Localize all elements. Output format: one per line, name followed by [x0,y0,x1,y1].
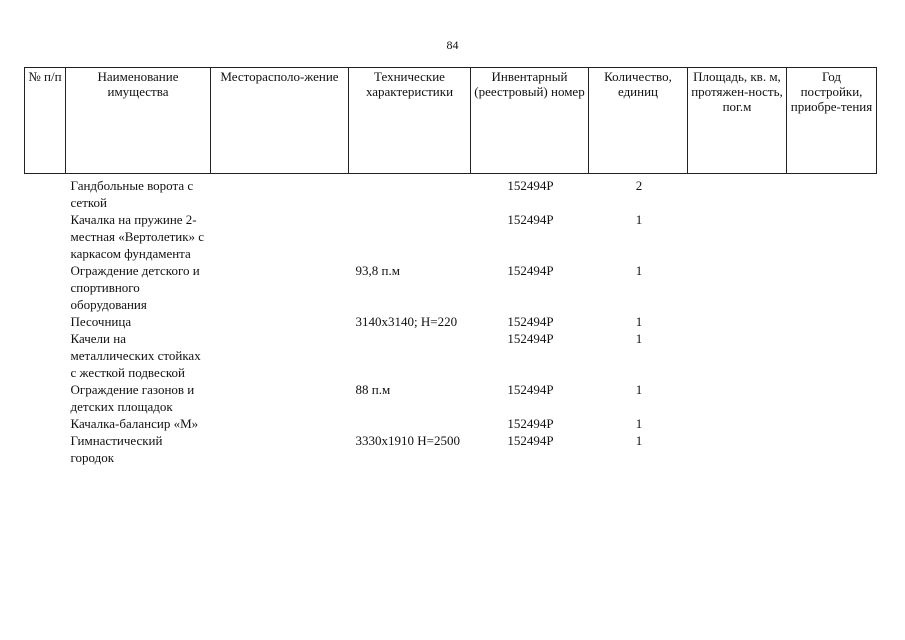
row-inventory: 152494Р [507,212,554,227]
header-quantity: Количество, единиц [589,68,688,174]
row-location [211,432,349,466]
row-number [25,381,66,415]
row-area [688,432,787,466]
row-year [787,174,877,212]
table-row [25,415,877,432]
row-year [787,432,877,466]
table-row [25,313,877,330]
row-name: Качели на металлических стойках с жесткой подвеской [70,331,201,380]
row-name: Гандбольные ворота с сеткой [70,178,194,210]
row-name: Качалка-балансир «М» [70,416,199,431]
row-inventory: 152494Р [507,433,554,448]
row-number [25,211,66,262]
page-number: 84 [446,38,459,52]
row-tech [349,415,471,432]
row-name: Ограждение газонов и детских площадок [70,382,195,414]
row-inventory: 152494Р [507,178,554,193]
row-area [688,415,787,432]
header-year: Год постройки, приобре-тения [787,68,877,174]
row-tech: 93,8 п.м [355,263,400,278]
row-number [25,174,66,212]
row-inventory: 152494Р [507,263,554,278]
row-number [25,330,66,381]
header-inventory: Инвентарный (реестровый) номер [471,68,589,174]
row-number [25,432,66,466]
row-tech: 3140х3140; Н=220 [355,314,458,329]
row-location [211,415,349,432]
row-tech: 88 п.м [355,382,391,397]
row-number [25,415,66,432]
row-area [688,381,787,415]
row-tech [349,330,471,381]
row-quantity: 1 [635,263,643,278]
row-year [787,381,877,415]
row-name: Ограждение детского и спортивного оборудования [70,263,200,312]
row-number [25,313,66,330]
header-area: Площадь, кв. м, протяжен-ность, пог.м [688,68,787,174]
row-area [688,174,787,212]
row-quantity: 1 [635,331,643,346]
row-year [787,211,877,262]
row-location [211,330,349,381]
row-location [211,381,349,415]
row-area [688,211,787,262]
property-table [24,67,877,466]
table-header-row [25,68,877,174]
table-row [25,174,877,212]
row-quantity: 1 [635,416,643,431]
table-row [25,330,877,381]
row-inventory: 152494Р [507,416,554,431]
row-inventory: 152494Р [507,382,554,397]
table-row [25,432,877,466]
row-quantity: 1 [635,433,643,448]
row-quantity: 1 [635,212,643,227]
row-inventory: 152494Р [507,314,554,329]
row-location [211,174,349,212]
row-inventory: 152494Р [507,331,554,346]
row-name: Гимнастический городок [70,433,163,465]
row-year [787,313,877,330]
row-area [688,330,787,381]
row-year [787,262,877,313]
row-quantity: 1 [635,314,643,329]
header-number: № п/п [25,68,66,174]
row-name: Качалка на пружине 2-местная «Вертолетик» с каркасом фундамента [70,212,205,261]
table-row [25,262,877,313]
row-year [787,415,877,432]
table-row [25,211,877,262]
row-year [787,330,877,381]
table-row [25,381,877,415]
row-area [688,313,787,330]
row-number [25,262,66,313]
header-location: Месторасполо-жение [211,68,349,174]
row-quantity: 1 [635,382,643,397]
row-tech [349,211,471,262]
row-tech: 3330х1910 Н=2500 [355,433,460,448]
header-name: Наименование имущества [66,68,211,174]
row-location [211,313,349,330]
row-quantity: 2 [635,178,643,193]
row-location [211,211,349,262]
row-location [211,262,349,313]
row-tech [349,174,471,212]
header-tech: Технические характеристики [349,68,471,174]
row-name: Песочница [70,314,132,329]
row-area [688,262,787,313]
